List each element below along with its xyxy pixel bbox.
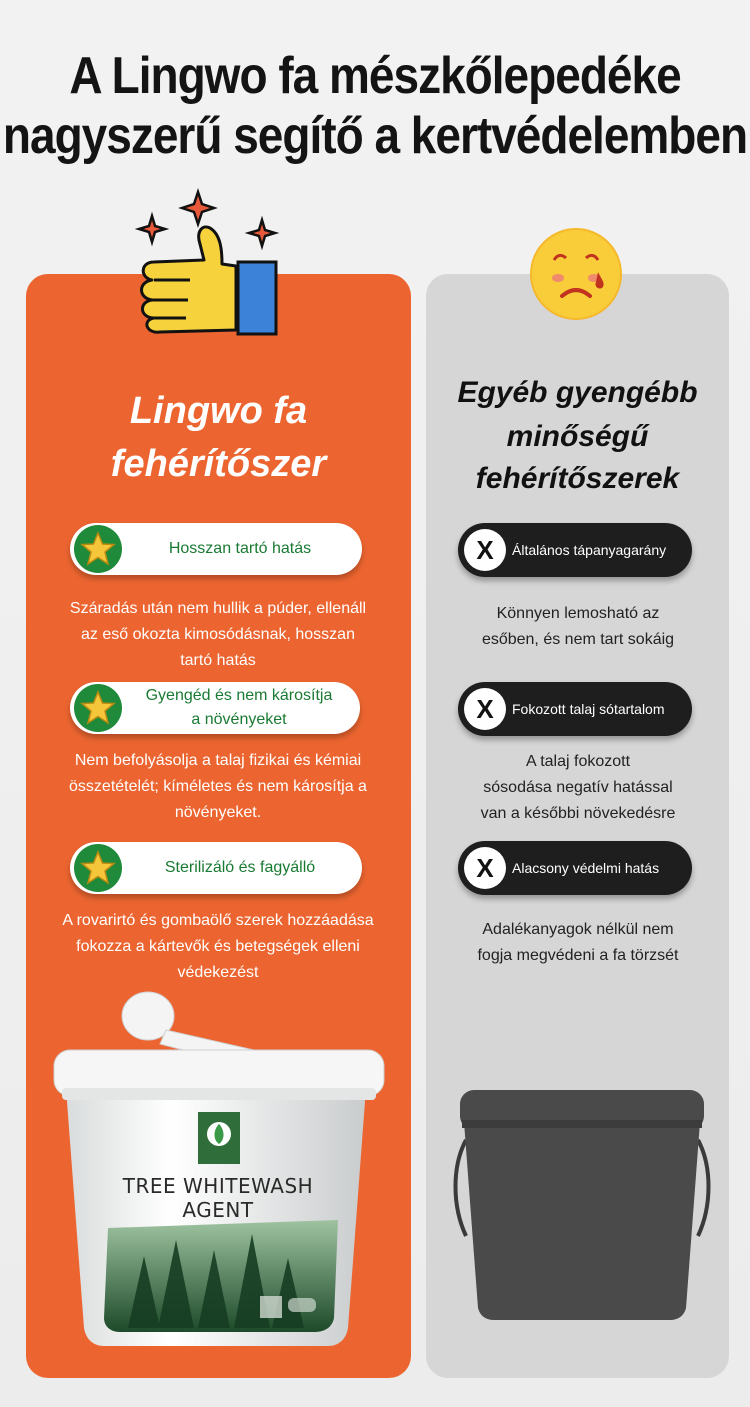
right-heading-line-3: fehérítőszerek: [475, 462, 680, 495]
feature-pill-gentle: [70, 682, 360, 734]
desc-line: A talaj fokozott: [525, 753, 631, 770]
x-icon: X: [464, 688, 506, 730]
issue-label: Általános tápanyagarány: [512, 542, 667, 558]
desc-line: növényeket.: [174, 804, 262, 821]
left-heading-line-1: Lingwo fa: [129, 390, 308, 432]
issue-pill-low-protection: [458, 841, 692, 895]
product-label-text: TREE WHITEWASH AGENT: [122, 1174, 314, 1222]
feature-description: [40, 748, 396, 826]
feature-label: [130, 682, 348, 734]
desc-line: Adalékanyagok nélkül nem: [482, 921, 674, 938]
desc-line: fogja megvédeni a fa törzsét: [477, 947, 679, 964]
desc-line: tartó hatás: [180, 652, 256, 669]
star-icon: [74, 525, 122, 573]
star-icon: [74, 684, 122, 732]
feature-label: Sterilizáló és fagyálló: [164, 859, 316, 876]
thumbs-up-icon: [130, 188, 290, 338]
issue-pill-soil-salinity: [458, 682, 692, 736]
sad-face-icon: [528, 226, 624, 322]
feature-description: [40, 596, 396, 674]
feature-label-line: Gyengéd és nem károsítja: [145, 687, 333, 704]
issue-label: Alacsony védelmi hatás: [512, 860, 660, 876]
feature-label: Hosszan tartó hatás: [168, 540, 312, 557]
x-icon: X: [464, 847, 506, 889]
generic-bucket-image: [452, 1086, 712, 1326]
desc-line: esőben, és nem tart sokáig: [481, 631, 675, 648]
right-heading-line-2: minőségű: [506, 420, 649, 453]
star-icon: [74, 844, 122, 892]
desc-line: Száradás után nem hullik a púder, ellenáll: [69, 600, 367, 617]
issue-pill-nutrient-ratio: [458, 523, 692, 577]
desc-line: védekezést: [177, 964, 259, 981]
issue-description: [440, 601, 716, 653]
feature-label-line: a növényeket: [191, 711, 287, 728]
headline-line-2: nagyszerű segítő a kertvédelemben: [2, 105, 748, 165]
issue-description: [440, 749, 716, 827]
desc-line: fokozza a kártevők és betegségek elleni: [76, 938, 360, 955]
issue-description: [440, 917, 716, 969]
product-bucket-image: [48, 988, 388, 1350]
left-heading-line-2: fehérítőszer: [110, 443, 327, 485]
desc-line: összetételét; kíméletes és nem károsítja a: [69, 778, 367, 795]
feature-pill-sterilizing: [70, 842, 362, 894]
desc-line: van a későbbi növekedésre: [480, 805, 676, 822]
feature-description: [40, 908, 396, 986]
x-icon: X: [464, 529, 506, 571]
desc-line: az eső okozta kimosódásnak, hosszan: [81, 626, 355, 643]
issue-label: Fokozott talaj sótartalom: [512, 701, 665, 717]
desc-line: Nem befolyásolja a talaj fizikai és kémiai: [74, 752, 362, 769]
right-heading-line-1: Egyéb gyengébb: [457, 376, 698, 409]
desc-line: sósodása negatív hatással: [483, 779, 673, 796]
headline-line-1: A Lingwo fa mészkőlepedéke: [69, 45, 681, 105]
desc-line: Könnyen lemosható az: [496, 605, 660, 622]
desc-line: A rovarirtó és gombaölő szerek hozzáadása: [62, 912, 374, 929]
feature-pill-long-lasting: [70, 523, 362, 575]
